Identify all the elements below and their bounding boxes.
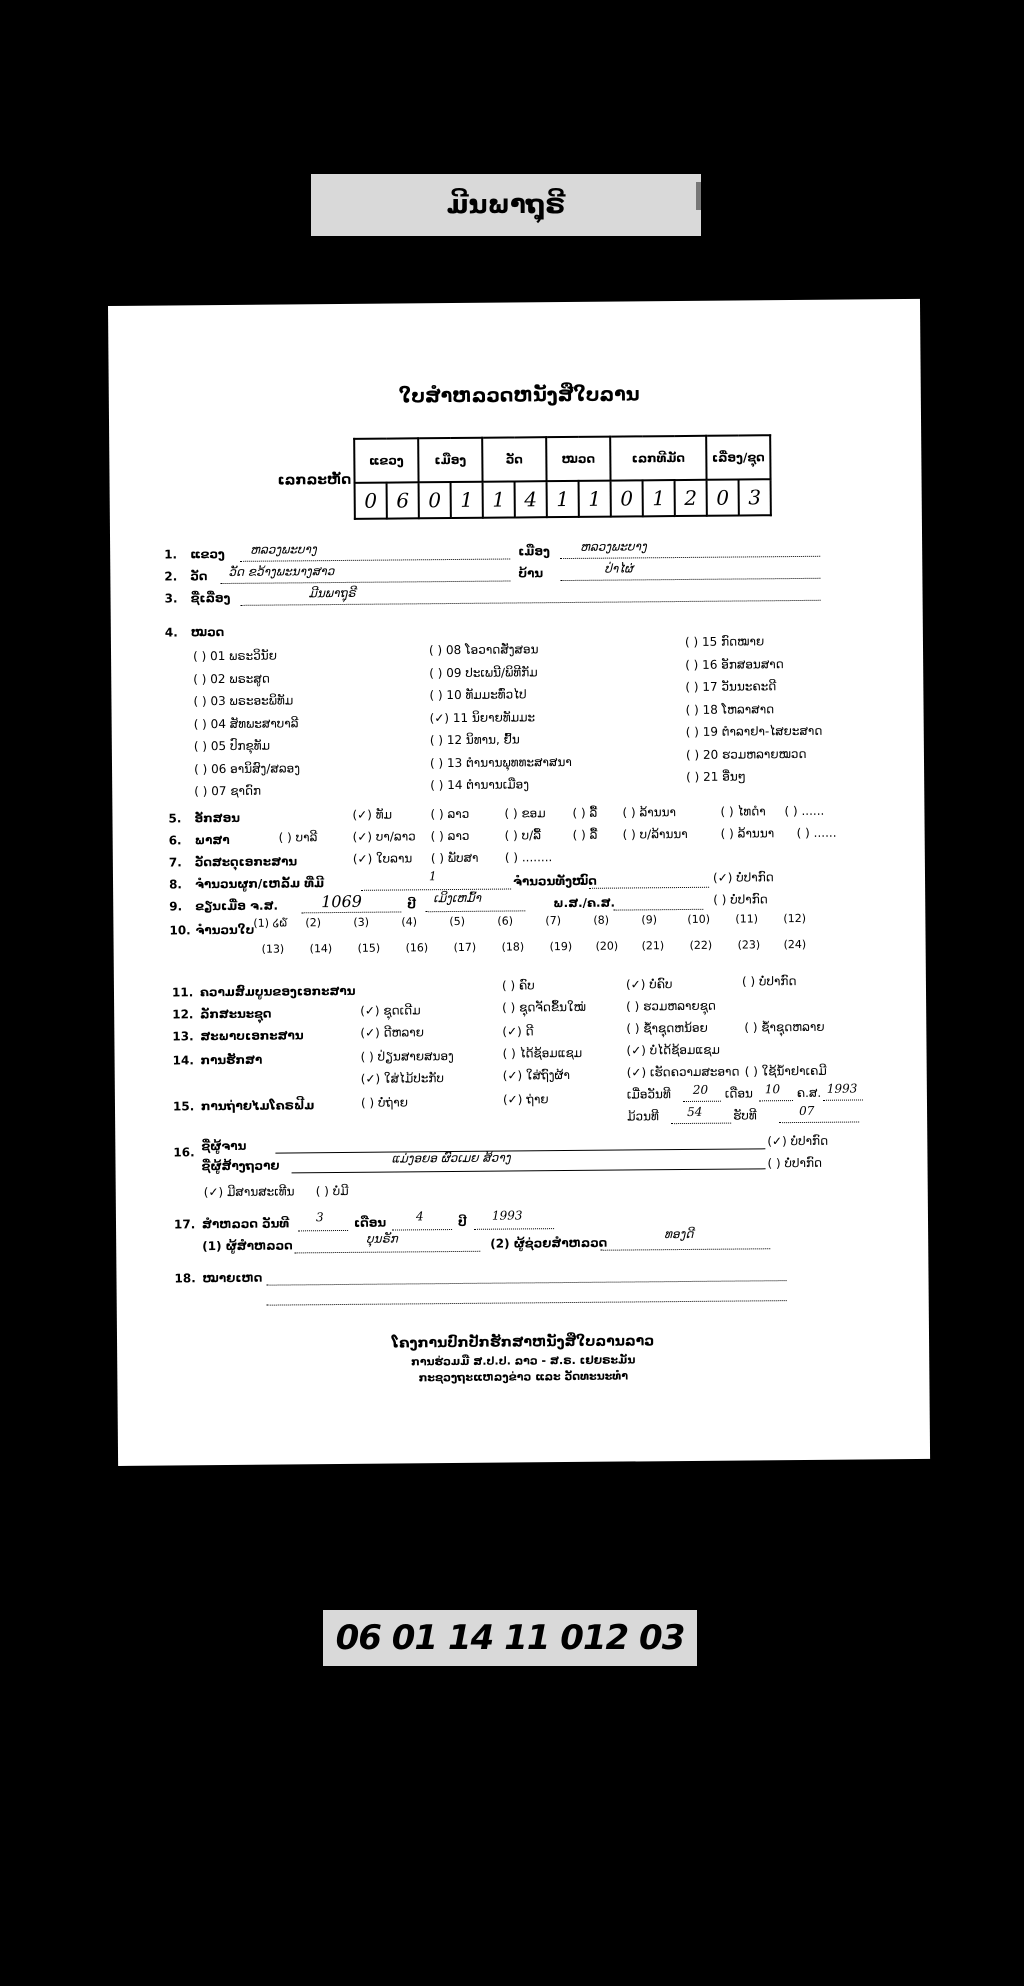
category-option[interactable]: ( ) 18 ໂຫລາສາດ xyxy=(685,701,775,717)
code-digit: 1 xyxy=(643,480,675,516)
written-date-label: ຂຽນເມື່ອ ຈ.ສ. xyxy=(195,898,279,914)
manuscript-title-label xyxy=(311,174,701,236)
category-option[interactable]: ( ) 08 ໂອວາດສັ່ງສອນ xyxy=(428,642,539,658)
category-option[interactable]: ( ) 09 ປະເພນີ/ພິທີກັມ xyxy=(429,664,538,680)
language-option[interactable]: ( ) ລື້ xyxy=(572,827,598,842)
surveyor-label: (1) ຜູ້ສຳຫລວດ xyxy=(202,1238,293,1254)
category-option[interactable]: ( ) 07 ຊາດົກ xyxy=(194,783,262,799)
completeness-label: ຄວາມສົມບູນຂອງເອກະສານ xyxy=(199,983,356,1000)
label-tab xyxy=(696,182,701,210)
roll-label: ມ້ວນທີ xyxy=(627,1109,659,1124)
category-option[interactable]: ( ) 04 ສັທພະສາບາລີ xyxy=(193,715,299,731)
survey-form-sheet xyxy=(108,299,930,1466)
microfilm-day: 20 xyxy=(692,1082,709,1097)
leaf-count-cell: (1) ໒໖ xyxy=(253,916,288,930)
leaf-count-cell: (17) xyxy=(453,940,477,955)
category-option[interactable]: ( ) 10 ທັມມະທົ່ວໄປ xyxy=(429,687,527,703)
script-option[interactable]: ( ) ຂອມ xyxy=(504,806,546,821)
code-header-bundle: ເລກທີມັດ xyxy=(610,436,706,481)
category-option[interactable]: ( ) 12 ນິທານ, ຢົ້ນ xyxy=(429,732,520,748)
leaf-count-cell: (22) xyxy=(689,938,713,952)
microfilm-month: 10 xyxy=(764,1082,781,1097)
category-option[interactable]: ( ) 21 ອື່ນໆ xyxy=(686,769,746,784)
microfilm-month-label: ເດືອນ xyxy=(724,1086,753,1101)
survey-year-label: ປີ xyxy=(457,1214,467,1229)
material-option[interactable]: (✓) ໃບລານ xyxy=(352,851,413,866)
language-option[interactable]: ( ) ...... xyxy=(796,825,837,841)
preservation-option[interactable]: (✓) ໃສ່ໄມ້ປະກັບ xyxy=(360,1071,444,1086)
material-option[interactable]: ( ) ........ xyxy=(504,850,553,865)
surveyor-value: ບຸນຣັກ xyxy=(366,1231,398,1246)
leaf-count-cell: (24) xyxy=(783,937,807,952)
bundle-type-option[interactable]: (✓) ຊຸດເດີມ xyxy=(360,1003,421,1018)
field-number: 1. xyxy=(164,547,178,562)
category-option[interactable]: ( ) 05 ປົກຂຸທັມ xyxy=(193,738,271,754)
total-count-label: ຈຳນວນທັງໝົດ xyxy=(512,873,597,889)
remarks-label: ໝາຍເຫດ xyxy=(202,1270,263,1286)
assistant-value: ທອງດີ xyxy=(664,1226,694,1242)
village-value: ປ່າໄຜ່ xyxy=(604,561,634,576)
leaf-count-cell: (21) xyxy=(641,939,665,953)
script-option[interactable]: ( ) ລາວ xyxy=(430,806,470,822)
condition-label: ສະພາບເອກະສານ xyxy=(200,1028,304,1044)
category-option[interactable]: ( ) 15 ກົດໝາຍ xyxy=(684,634,765,649)
written-cs-year: 1069 xyxy=(321,891,363,912)
code-header-district: ເມືອງ xyxy=(418,438,482,483)
leaf-count-cell: (8) xyxy=(593,913,610,927)
category-option[interactable]: ( ) 02 ພຣະສູດ xyxy=(193,671,270,686)
leaf-count-cell: (11) xyxy=(735,912,759,926)
frame-label: ຮັບທີ xyxy=(733,1108,757,1123)
condition-option[interactable]: (✓) ດີຫລາຍ xyxy=(360,1025,425,1040)
field-number: 10. xyxy=(169,923,191,938)
survey-day: 3 xyxy=(315,1210,324,1225)
leaf-count-cell: (15) xyxy=(357,941,381,955)
field-number: 8. xyxy=(168,877,183,892)
survey-month-label: ເດືອນ xyxy=(353,1215,387,1230)
code-digit: 1 xyxy=(579,481,611,517)
script-option[interactable]: ( ) ລ້ານນາ xyxy=(622,805,677,820)
bundle-type-option[interactable]: ( ) ຊຸດຈັດຂຶ້ນໃໝ່ xyxy=(502,999,587,1015)
language-option[interactable]: ( ) ບ/ລື້ xyxy=(504,828,542,843)
survey-year: 1993 xyxy=(491,1208,523,1223)
language-option[interactable]: ( ) ບ/ລ້ານນາ xyxy=(622,826,688,842)
category-option[interactable]: ( ) 01 ພຣະວິນັຍ xyxy=(192,648,277,664)
category-option[interactable]: ( ) 17 ວັນນະຄະດີ xyxy=(685,679,777,694)
sponsor-option[interactable]: ( ) ບໍ່ປາກົດ xyxy=(767,1155,823,1171)
roll-number: 54 xyxy=(686,1104,703,1119)
temple-value: ວັດ ຂວ້າງພະນາງສາວ xyxy=(228,564,335,579)
script-option[interactable]: ( ) ລື້ xyxy=(572,805,598,820)
bundle-type-option[interactable]: ( ) ຮວມຫລາຍຊຸດ xyxy=(626,998,716,1014)
bundle-count-value: 1 xyxy=(428,869,437,884)
preservation-label: ການຮັກສາ xyxy=(200,1052,263,1068)
bundle-type-option[interactable]: ( ) ຊ້ຳຊຸດຫນ້ອຍ xyxy=(626,1020,708,1036)
manuscript-code-label: 06 01 14 11 012 03 xyxy=(323,1610,697,1666)
village-label: ບ້ານ xyxy=(518,566,544,581)
sponsor-value: ແມ່ງອຍອ ຜົວເມຍ ສ້ວາງ xyxy=(391,1150,511,1166)
microfilm-year-label: ຄ.ສ. xyxy=(796,1085,822,1101)
leaf-count-cell: (23) xyxy=(737,938,761,952)
microfilm-date-label: ເມື່ອວັນທີ xyxy=(626,1087,671,1102)
code-digit: 0 xyxy=(355,483,387,519)
language-option[interactable]: (✓) ບາ/ລາວ xyxy=(352,829,416,844)
code-digit: 0 xyxy=(611,480,643,516)
survey-date-label: ສຳຫລວດ ວັນທີ xyxy=(201,1216,290,1232)
field-number: 16. xyxy=(173,1145,195,1160)
field-number: 14. xyxy=(172,1053,194,1068)
scribe-label: ຊື່ຜູ້ຈານ xyxy=(201,1138,247,1154)
leaf-count-cell: (12) xyxy=(783,911,807,926)
field-number: 13. xyxy=(172,1029,194,1044)
script-option[interactable]: ( ) ໄທດຳ xyxy=(720,804,766,819)
microfilm-year: 1993 xyxy=(826,1081,858,1096)
language-label: ພາສາ xyxy=(194,832,230,848)
leaf-count-label: ຈຳນວນໃບ xyxy=(195,922,255,938)
field-number: 11. xyxy=(171,985,194,1000)
category-option[interactable]: ( ) 14 ຕຳນານເມືອງ xyxy=(430,777,530,793)
code-digit: 1 xyxy=(451,482,483,518)
field-number: 4. xyxy=(164,625,178,640)
field-number: 12. xyxy=(172,1007,194,1022)
colophon-option[interactable]: ( ) ບໍ່ມີ xyxy=(315,1183,349,1199)
footer-project: ໂຄງການປົກປັກຮັກສາຫນັງສືໃບລານລາວ xyxy=(391,1333,655,1352)
code-digit: 0 xyxy=(707,480,739,516)
microfilm-option[interactable]: ( ) ບໍ່ຖ່າຍ xyxy=(360,1095,408,1110)
footer-ministry: ກະຊວງຖະແຫລງຂ່າວ ແລະ ວັດທະນະທຳ xyxy=(418,1369,629,1385)
code-digit: 0 xyxy=(419,482,451,518)
bundle-count-label: ຈຳນວນຜູກ/ເຫລັ້ມ ທີ່ມີ xyxy=(194,876,325,892)
district-label: ເມືອງ xyxy=(518,544,550,559)
script-option[interactable]: (✓) ທັມ xyxy=(352,807,393,822)
code-digit: 4 xyxy=(515,481,547,517)
leaf-count-cell: (9) xyxy=(641,913,658,927)
material-label: ວັດສະດຸເອກະສານ xyxy=(194,854,298,870)
leaf-count-cell: (18) xyxy=(501,940,525,954)
preservation-option[interactable]: ( ) ໄດ້ຊ້ອມແຊມ xyxy=(502,1045,583,1061)
frame-number: 07 xyxy=(798,1103,815,1118)
form-heading: ໃບສຳຫລວດຫນັງສືໃບລານ xyxy=(398,383,640,408)
code-header-temple: ວັດ xyxy=(482,437,546,482)
field-number: 7. xyxy=(168,855,182,870)
leaf-count-cell: (13) xyxy=(261,942,285,956)
field-number: 3. xyxy=(164,591,178,606)
preservation-option[interactable]: (✓) ບໍ່ໄດ້ຊ້ອມແຊມ xyxy=(626,1042,720,1058)
leaf-count-cell: (10) xyxy=(687,912,711,926)
microfilm-label: ການຖ່າຍໄມໂຄຣຟີມ xyxy=(200,1098,315,1114)
bundle-type-label: ລັກສະນະຊຸດ xyxy=(200,1006,272,1022)
written-date-option[interactable]: ( ) ບໍ່ປາກົດ xyxy=(713,892,768,907)
code-header-province: ແຂວງ xyxy=(354,438,418,483)
leaf-count-cell: (19) xyxy=(549,939,573,954)
completeness-option[interactable]: (✓) ບໍ່ຄົບ xyxy=(625,977,673,992)
leaf-count-cell: (3) xyxy=(353,915,370,929)
language-option[interactable]: ( ) ລ້ານນາ xyxy=(720,826,775,841)
preservation-option[interactable]: ( ) ປ່ຽນສາຍສນອງ xyxy=(360,1049,454,1064)
preservation-option[interactable]: ( ) ໃຊ້ນ້ຳຢາເຄມີ xyxy=(744,1063,827,1079)
leaf-count-cell: (5) xyxy=(449,914,466,929)
category-option[interactable]: ( ) 06 ອານິສົງ/ສລອງ xyxy=(193,760,301,776)
category-label: ໝວດ xyxy=(190,624,225,640)
leaf-count-cell: (6) xyxy=(497,914,514,928)
field-number: 9. xyxy=(169,899,183,914)
title-field-value: ມີນພາຖຸຣີ xyxy=(308,585,356,601)
category-option[interactable]: ( ) 13 ຕຳນານພຸທທະສາສນາ xyxy=(429,754,572,770)
field-number: 17. xyxy=(173,1217,196,1232)
field-number: 6. xyxy=(168,833,182,848)
survey-month: 4 xyxy=(415,1209,424,1224)
be-ce-label: ພ.ສ./ຄ.ສ. xyxy=(553,895,616,911)
material-option[interactable]: ( ) ພັບສາ xyxy=(430,850,479,866)
year-name-value: ເມິງເຫມົ້າ xyxy=(433,890,482,906)
leaf-count-cell: (7) xyxy=(545,914,562,928)
code-digit: 6 xyxy=(387,482,419,518)
script-option[interactable]: ( ) ...... xyxy=(784,803,825,819)
title-field-label: ຊື່ເລື່ອງ xyxy=(190,590,231,606)
leaf-count-cell: (4) xyxy=(401,915,418,929)
category-option[interactable]: (✓) 11 ນິຍາຍທັມມະ xyxy=(429,709,536,725)
field-number: 18. xyxy=(174,1271,196,1286)
field-number: 2. xyxy=(164,569,178,584)
code-digit: 1 xyxy=(483,481,515,517)
microfilm-option[interactable]: (✓) ຖ່າຍ xyxy=(502,1092,549,1107)
title-label-text: ມີນພາຖຸຣີ xyxy=(446,190,566,220)
language-option[interactable]: ( ) ລາວ xyxy=(430,828,470,844)
year-label: ປີ xyxy=(407,897,417,912)
condition-option[interactable]: (✓) ດີ xyxy=(502,1024,534,1039)
scribe-option[interactable]: (✓) ບໍ່ປາກົດ xyxy=(767,1133,829,1149)
district-value: ຫລວງພະບາງ xyxy=(580,539,647,554)
category-column-2 xyxy=(429,638,572,797)
footer-cooperation: ການຮ່ວມມື ສ.ປ.ປ. ລາວ - ສ.ຣ. ເຢຍຣະມັນ xyxy=(411,1353,636,1369)
category-option[interactable]: ( ) 20 ຮວມຫລາຍໝວດ xyxy=(685,746,807,762)
province-label: ແຂວງ xyxy=(190,546,225,562)
category-option[interactable]: ( ) 16 ອັກສອນສາດ xyxy=(685,656,784,672)
completeness-option[interactable]: ( ) ບໍ່ປາກົດ xyxy=(741,974,797,989)
preservation-option[interactable]: (✓) ເຮັດຄວາມສະອາດ xyxy=(626,1064,740,1080)
code-digit: 2 xyxy=(675,480,707,516)
bundle-type-option[interactable]: ( ) ຊ້ຳຊຸດຫລາຍ xyxy=(744,1019,825,1035)
code-header-category: ໝວດ xyxy=(546,437,610,482)
total-count-option[interactable]: (✓) ບໍ່ປາກົດ xyxy=(712,870,774,885)
script-label: ອັກສອນ xyxy=(194,810,241,826)
field-number: 5. xyxy=(168,811,182,826)
completeness-option[interactable]: ( ) ຄົບ xyxy=(501,978,535,993)
language-option[interactable]: ( ) ບາລີ xyxy=(278,830,318,845)
code-table xyxy=(353,434,772,520)
code-digit: 1 xyxy=(547,481,579,517)
province-value: ຫລວງພະບາງ xyxy=(250,542,317,557)
category-option[interactable]: ( ) 19 ຕຳລາຢາ-ໄສຍະສາດ xyxy=(685,723,823,739)
category-column-1 xyxy=(193,644,300,802)
leaf-count-cell: (14) xyxy=(309,942,333,956)
leaf-count-cell: (16) xyxy=(405,941,429,955)
preservation-option[interactable]: (✓) ໃສ່ຖົງຜ້າ xyxy=(502,1067,570,1083)
leaf-count-cell: (2) xyxy=(305,916,322,930)
colophon-option[interactable]: (✓) ມີສານສະເທີນ xyxy=(203,1184,295,1200)
code-header-title: ເລື່ອງ/ຊຸດ xyxy=(706,435,770,480)
sponsor-label: ຊື່ຜູ້ສ້າງຖວາຍ xyxy=(201,1158,280,1174)
category-column-3 xyxy=(685,630,823,789)
leaf-count-cell: (20) xyxy=(595,939,619,953)
temple-label: ວັດ xyxy=(190,569,208,584)
code-label: ເລກລະຫັດ xyxy=(277,471,352,489)
category-option[interactable]: ( ) 03 ພຣະອະພິທັມ xyxy=(193,693,294,709)
code-digit: 3 xyxy=(739,479,771,515)
field-number: 15. xyxy=(172,1099,195,1114)
assistant-label: (2) ຜູ້ຊ່ວຍສຳຫລວດ xyxy=(490,1235,608,1251)
